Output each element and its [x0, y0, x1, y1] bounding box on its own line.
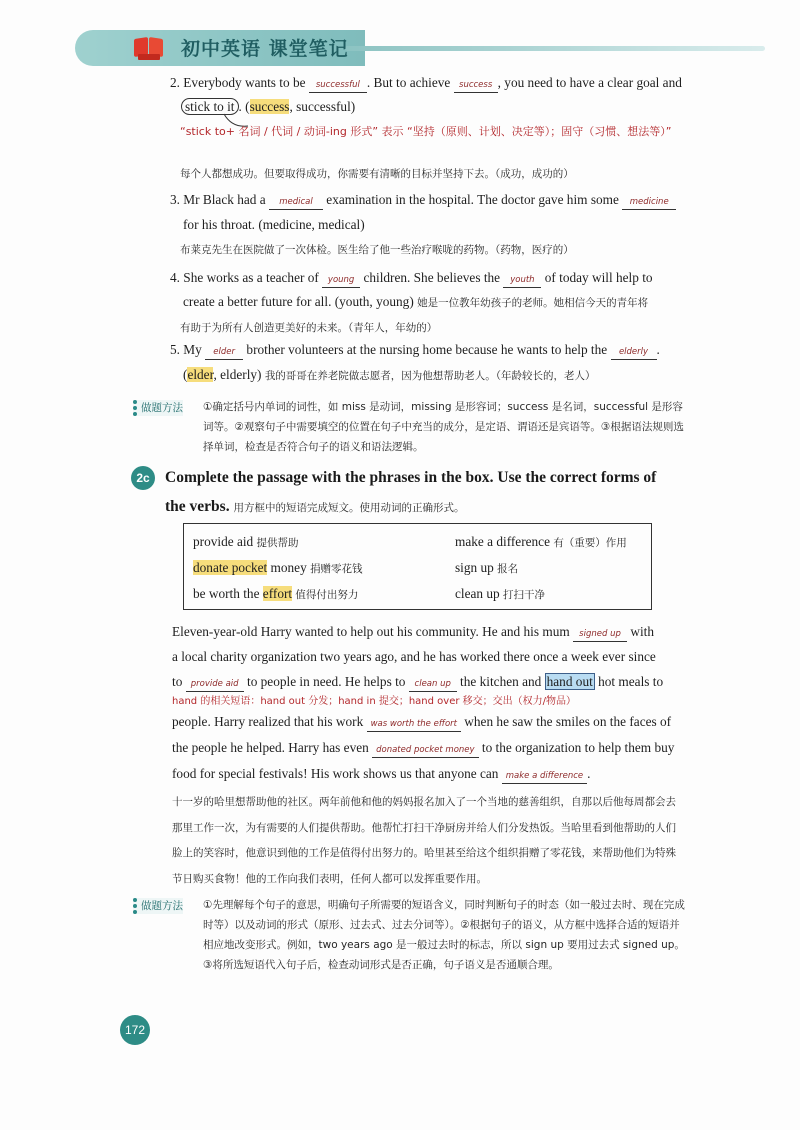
phrase-en: provide aid: [193, 534, 257, 549]
passage-answer-5: donated pocket money: [372, 743, 478, 758]
passage-answer-4: was worth the effort: [367, 717, 461, 732]
passage-text: the people he helped. Harry has even: [172, 740, 373, 755]
passage-text: hot meals to: [594, 674, 664, 689]
phrase-en: make a difference: [455, 534, 554, 549]
q2-text-a: 2. Everybody wants to be: [170, 75, 309, 90]
passage-text: with: [627, 624, 654, 639]
phrase-box: [183, 523, 652, 610]
q5-text-a: 5. My: [170, 342, 206, 357]
q5-translation: 我的哥哥在养老院做志愿者，因为他想帮助老人。（年龄较长的，老人）: [264, 370, 596, 382]
q4-text-b: children. She believes the: [360, 270, 504, 285]
phrase-en: be worth the: [193, 586, 263, 601]
q4-answer-2: youth: [503, 273, 541, 288]
q3-line-2: for his throat. (medicine, medical): [183, 217, 365, 232]
phrase-provide-aid: [193, 532, 299, 553]
passage-boxed-phrase: hand out: [546, 674, 593, 689]
passage-line-4: [172, 712, 671, 732]
q2-line-1: [170, 73, 682, 93]
passage-line-1: [172, 622, 654, 642]
q5-options-rest: , elderly): [213, 367, 265, 382]
passage-answer-6: make a difference: [502, 769, 587, 784]
phrase-highlight: donate pocket: [193, 560, 268, 575]
q4-text-a: 4. She works as a teacher of: [170, 270, 323, 285]
q4-options: create a better future for all. (youth, young): [183, 294, 418, 309]
q2-text-b: . But to achieve: [366, 75, 454, 90]
q5-line-1: [170, 340, 660, 360]
passage-line-3: [172, 672, 663, 692]
phrase-en: money: [267, 560, 311, 575]
q4-line-1: [170, 268, 653, 288]
passage-text: Eleven-year-old Harry wanted to help out his community. He and his mum: [172, 624, 574, 639]
page-number: 172: [120, 1015, 150, 1045]
section-badge: 2c: [131, 466, 155, 490]
passage-text: food for special festivals! His work shows us that anyone can: [172, 766, 502, 781]
passage-line-6: [172, 764, 590, 784]
header-title: 初中英语 课堂笔记: [181, 38, 349, 60]
phrase-cn: 提供帮助: [256, 537, 299, 549]
passage-line-5: [172, 738, 674, 758]
tip-label: 做题方法: [133, 898, 183, 914]
q3-line-1: [170, 190, 676, 210]
q2-highlight-word: success: [249, 99, 290, 114]
passage-text: to the organization to help them buy: [478, 740, 675, 755]
q2-answer-1: successful: [309, 78, 367, 93]
q4-translation-b: 有助于为所有人创造更美好的未来。（青年人，年幼的）: [180, 322, 438, 334]
q2-note: “stick to+ 名词 / 代词 / 动词-ing 形式” 表示 “坚持（原则、计划、决定等）；固守（习惯、想法等）”: [180, 125, 672, 138]
section-heading-line-2: [165, 496, 464, 518]
q4-answer-1: young: [322, 273, 360, 288]
phrase-cn: 值得付出努力: [292, 589, 359, 601]
phrase-sign-up: [455, 558, 518, 579]
q3-text-a: 3. Mr Black had a: [170, 192, 269, 207]
passage-text: people. Harry realized that his work: [172, 714, 367, 729]
phrase-clean-up: [455, 584, 545, 605]
q2-options-rest: , successful): [289, 99, 356, 114]
phrase-cn: 有（重要）作用: [553, 537, 627, 549]
section-heading-end: the verbs.: [165, 498, 234, 515]
q2-answer-2: success: [454, 78, 498, 93]
section-heading-translation: 用方框中的短语完成短文。使用动词的正确形式。: [233, 502, 465, 514]
passage-text: .: [587, 766, 591, 781]
phrase-highlight: effort: [262, 586, 293, 601]
section-heading-line-1: Complete the passage with the phrases in the box. Use the correct forms of: [165, 469, 657, 486]
passage-text: to people in need. He helps to: [243, 674, 409, 689]
passage-answer-3: clean up: [409, 677, 457, 692]
passage-answer-2: provide aid: [186, 677, 244, 692]
phrase-cn: 捐赠零花钱: [310, 563, 363, 575]
q2-paren-open: . (: [238, 99, 250, 114]
phrase-cn: 报名: [497, 563, 519, 575]
passage-text: when he saw the smiles on the faces of: [460, 714, 672, 729]
q4-line-2: [183, 292, 648, 313]
passage-translation: 十一岁的哈里想帮助他的社区。两年前他和他的妈妈报名加入了一个当地的慈善组织，自那以后他每周都会去那里工作一次，为有需要的人们提供帮助。他帮忙打扫干净厨房并给人们分发热饭。当哈里看到他帮助的人们脸上的笑容时，他意识到他的工作是值得付出努力的。哈里甚至给这个组织捐赠了零花钱，来帮助他们为特殊节日购买食物！他的工作向我们表明，任何人都可以发挥重要作用。: [172, 796, 676, 885]
passage-text: the kitchen and: [456, 674, 545, 689]
q3-translation: 布莱克先生在医院做了一次体检。医生给了他一些治疗喉咙的药物。（药物，医疗的）: [180, 244, 574, 256]
q3-text-b: examination in the hospital. The doctor gave him some: [322, 192, 623, 207]
book-logo-icon: [134, 34, 164, 60]
phrase-en: clean up: [455, 586, 503, 601]
passage-note: hand 的相关短语：hand out 分发；hand in 提交；hand over 移交；交出（权力/物品）: [172, 696, 577, 707]
q5-answer-1: elder: [205, 345, 243, 360]
q3-answer-1: medical: [269, 195, 323, 210]
q5-text-c: .: [656, 342, 660, 357]
q3-answer-2: medicine: [622, 195, 676, 210]
q5-highlight-word: elder: [187, 367, 214, 382]
q5-line-2: [183, 365, 596, 386]
tip-text: ①确定括号内单词的词性，如 miss 是动词，missing 是形容词；success 是名词，successful 是形容词等。②观察句子中需要填空的位置在句子中充当的成分，是定语、谓语还是宾语等。③根据语法规则选择单词，检查是否符合句子的语义和语法逻辑。: [203, 401, 684, 453]
header-rule: [345, 46, 765, 51]
q5-answer-2: elderly: [611, 345, 657, 360]
q2-translation: 每个人都想成功。但要取得成功，你需要有清晰的目标并坚持下去。（成功，成功的）: [180, 168, 574, 180]
q4-text-c: of today will help to: [541, 270, 653, 285]
passage-answer-1: signed up: [573, 627, 627, 642]
phrase-en: sign up: [455, 560, 498, 575]
phrase-cn: 打扫干净: [503, 589, 545, 601]
q2-circled-phrase: stick to it: [181, 98, 239, 115]
phrase-be-worth-the-effort: [193, 584, 358, 605]
q5-paren-open: (: [183, 367, 188, 382]
q2-text-c: , you need to have a clear goal and: [497, 75, 682, 90]
q5-text-b: brother volunteers at the nursing home because he wants to help the: [243, 342, 611, 357]
passage-text: to: [172, 674, 186, 689]
passage-line-2: a local charity organization two years ago, and he has worked there once a week ever since: [172, 649, 656, 664]
tip-label: 做题方法: [133, 400, 183, 416]
q4-translation-a: 她是一位教年幼孩子的老师。她相信今天的青年将: [417, 297, 649, 309]
phrase-make-a-difference: [455, 532, 627, 553]
tip-text: ①先理解每个句子的意思，明确句子所需要的短语含义，同时判断句子的时态（如一般过去时、现在完成时等）以及动词的形式（原形、过去式、过去分词等）。②根据句子的语义，从方框中选择合适的短语并相应地改变形式。例如，two years ago 是一般过去时的标志，所以 sign up 要用过去式 signed up。③将所选短语代入句子后，检查动词形式是否正确，句子语义是否通顺合理。: [203, 899, 685, 971]
q2-line-2: [181, 97, 355, 117]
phrase-donate-pocket-money: [193, 558, 363, 579]
